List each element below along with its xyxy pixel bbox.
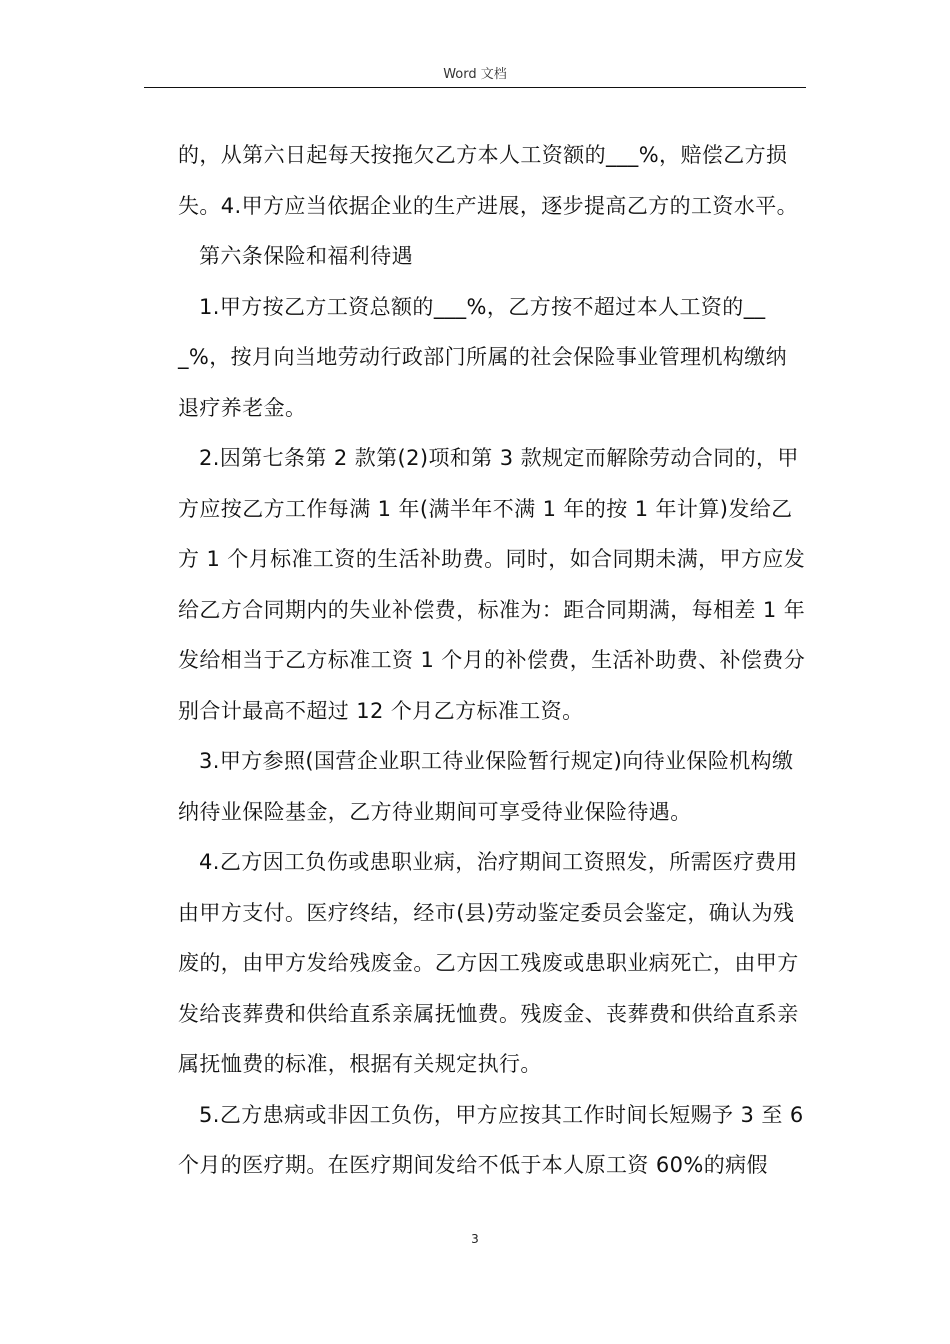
- clause-2: 2.因第七条第 2 款第(2)项和第 3 款规定而解除劳动合同的，甲方应按乙方工作每满 1 年(满半年不满 1 年的按 1 年计算)发给乙方 1 个月标准工资的生活补助费。同时，如合同期未满，甲方应发给乙方合同期内的失业补偿费，标准为：距合同期满，每相差 1 年发给相当于乙方标准工资 1 个月的补偿费，生活补助费、补偿费分别合计最高不超过 12 个月乙方标准工资。: [178, 446, 806, 723]
- page-header: Word 文档: [443, 67, 507, 82]
- clause-3: 3.甲方参照(国营企业职工待业保险暂行规定)向待业保险机构缴纳待业保险基金，乙方待业期间可享受待业保险待遇。: [178, 749, 794, 824]
- clause-5: 5.乙方患病或非因工负伤，甲方应按其工作时间长短赐予 3 至 6 个月的医疗期。在医疗期间发给不低于本人原工资 60%的病假: [178, 1102, 804, 1177]
- document-body: [178, 130, 808, 1191]
- paragraph-continuation: 的，从第六日起每天按拖欠乙方本人工资额的___%，赔偿乙方损失。4.甲方应当依据企业的生产进展，逐步提高乙方的工资水平。: [178, 143, 799, 218]
- clause-1: 1.甲方按乙方工资总额的___%，乙方按不超过本人工资的___%，按月向当地劳动行政部门所属的社会保险事业管理机构缴纳退疗养老金。: [178, 294, 788, 420]
- clause-4: 4.乙方因工负伤或患职业病，治疗期间工资照发，所需医疗费用由甲方支付。医疗终结，经市(县)劳动鉴定委员会鉴定，确认为残废的，由甲方发给残废金。乙方因工残废或患职业病死亡，由甲方发给丧葬费和供给直系亲属抚恤费。残废金、丧葬费和供给直系亲属抚恤费的标准，根据有关规定执行。: [178, 850, 799, 1076]
- section-heading: 第六条保险和福利待遇: [199, 244, 413, 268]
- header-divider: [144, 87, 806, 88]
- page-number: 3: [471, 1232, 479, 1246]
